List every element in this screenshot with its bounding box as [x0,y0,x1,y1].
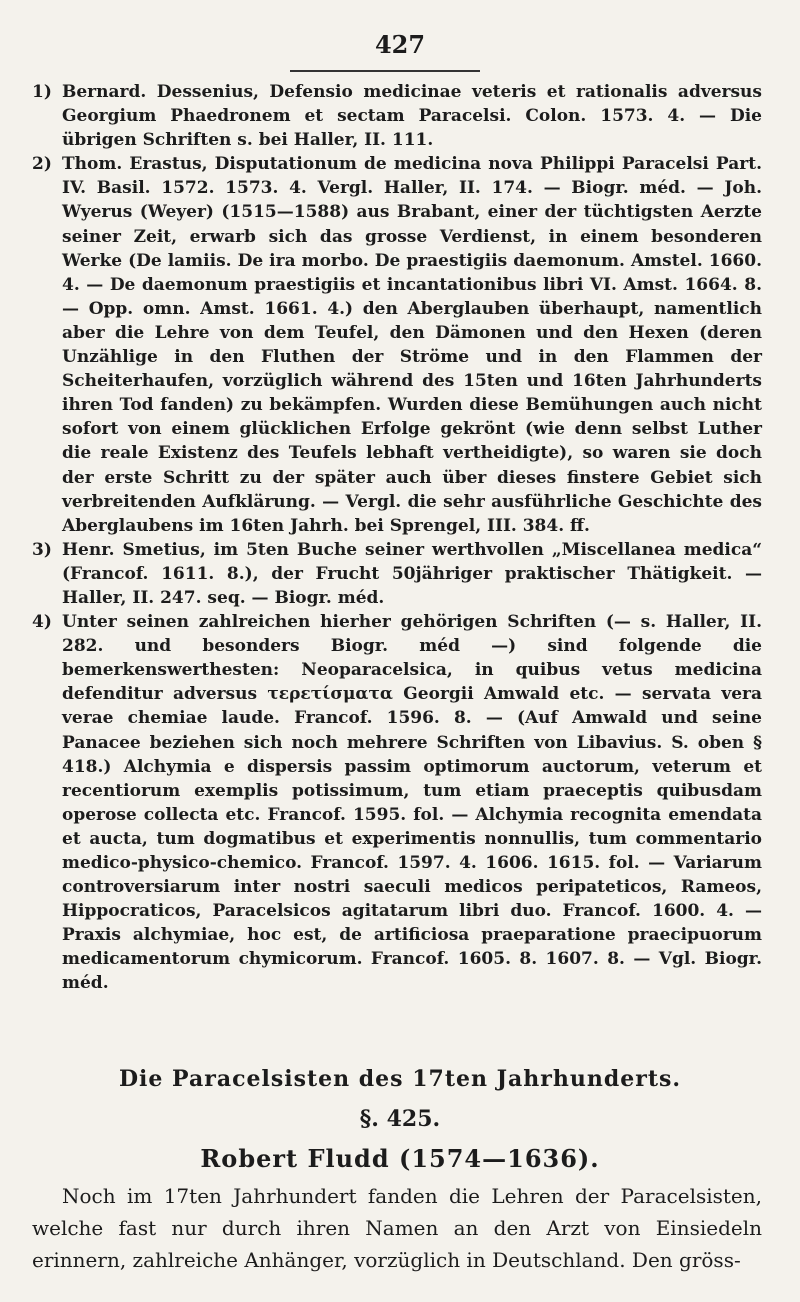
footnote-text: Unter seinen zahlreichen hierher gehörigen Schriften (— s. Haller, II. 282. und besonders Biogr. méd —) sind folgende die bemerkenswerthesten: Neoparacelsica, in quibus vetus medicina defenditur adversus τερετίσματα Georgii Amwald etc. — servata vera verae chemiae laude. Francof. 1596. 8. — (Auf Amwald und seine Panacee beziehen sich noch mehrere Schriften von Libavius. S. oben § 418.) Alchymia e dispersis passim optimorum auctorum, veterum et recentiorum exemplis potissimum, tum etiam praeceptis quibusdam operose collecta etc. Francof. 1595. fol. — Alchymia recognita emendata et aucta, tum dogmatibus et experimentis nonnullis, tum commentario medico-physico-chemico. Francof. 1597. 4. 1606. 1615. fol. — Variarum controversiarum inter nostri saeculi medicos peripateticos, Rameos, Hippocraticos, Paracelsicos agitatarum libri duo. Francof. 1600. 4. — Praxis alchymiae, hoc est, de artificiosa praeparatione praecipuorum medicamentorum chymicorum. Francof. 1605. 8. 1607. 8. — Vgl. Biogr. méd. [62,612,762,994]
subheading: Robert Fludd (1574—1636). [200,1144,600,1173]
footnote-marker: 4) [32,612,52,633]
footnote-text: Thom. Erastus, Disputationum de medicina nova Philippi Paracelsi Part. IV. Basil. 1572. 1573. 4. Vergl. Haller, II. 174. — Biogr. méd. — Joh. Wyerus (Weyer) (1515—1588) aus Brabant, einer der tüchtigsten Aerzte seiner Zeit, erwarb sich das grosse Verdienst, in einem besonderen Werke (De lamiis. De ira morbo. De praestigiis daemonum. Amstel. 1660. 4. — De daemonum praestigiis et incantationibus libri VI. Amst. 1664. 8. — Opp. omn. Amst. 1661. 4.) den Aberglauben überhaupt, namentlich aber die Lehre von dem Teufel, den Dämonen und den Hexen (deren Unzählige in den Fluthen der Ströme und in den Flammen der Scheiterhaufen, vorzüglich während des 15ten und 16ten Jahrhunderts ihren Tod fanden) zu bekämpfen. Wurden diese Bemühungen auch nicht sofort von einem glücklichen Erfolge gekrönt (wie denn selbst Luther die reale Existenz des Teufels lebhaft vertheidigte), so waren sie doch der erste Schritt zu der später auch über dieses finstere Gebiet sich verbreitenden Aufklärung. — Vergl. die sehr ausführliche Geschichte des Aberglaubens im 16ten Jahrh. bei Sprengel, III. 384. ff. [62,154,762,536]
footnote-text: Henr. Smetius, im 5ten Buche seiner werthvollen „Miscellanea medica“ (Francof. 1611. 8.), der Frucht 50jähriger praktischer Thätigkeit. — Haller, II. 247. seq. — Biogr. méd. [62,539,762,608]
section-number: §. 425. [359,1106,441,1132]
section-heading: Die Paracelsisten des 17ten Jahrhunderts. [118,1066,682,1092]
header-rule [290,70,480,72]
body-paragraph: Noch im 17ten Jahrhundert fanden die Lehren der Paracelsisten, welche fast nur durch ihren Namen an den Arzt von Einsiedeln erinnern, zahlreiche Anhänger, vorzüglich in Deutschland. Den gröss- [32,1184,762,1272]
footnote-marker: 1) [32,82,52,102]
footnote-2 [32,152,762,538]
footnote-text: Bernard. Dessenius, Defensio medicinae veteris et rationalis adversus Georgium Phaedronem et sectam Paracelsi. Colon. 1573. 4. — Die übrigen Schriften s. bei Haller, II. 111. [62,82,762,151]
footnote-1 [32,80,762,152]
footnotes [32,80,762,996]
footnote-marker: 3) [32,539,52,560]
page-number: 427 [374,30,426,59]
footnote-3 [32,538,762,610]
footnote-4 [32,610,762,996]
footnote-marker: 2) [32,154,52,175]
